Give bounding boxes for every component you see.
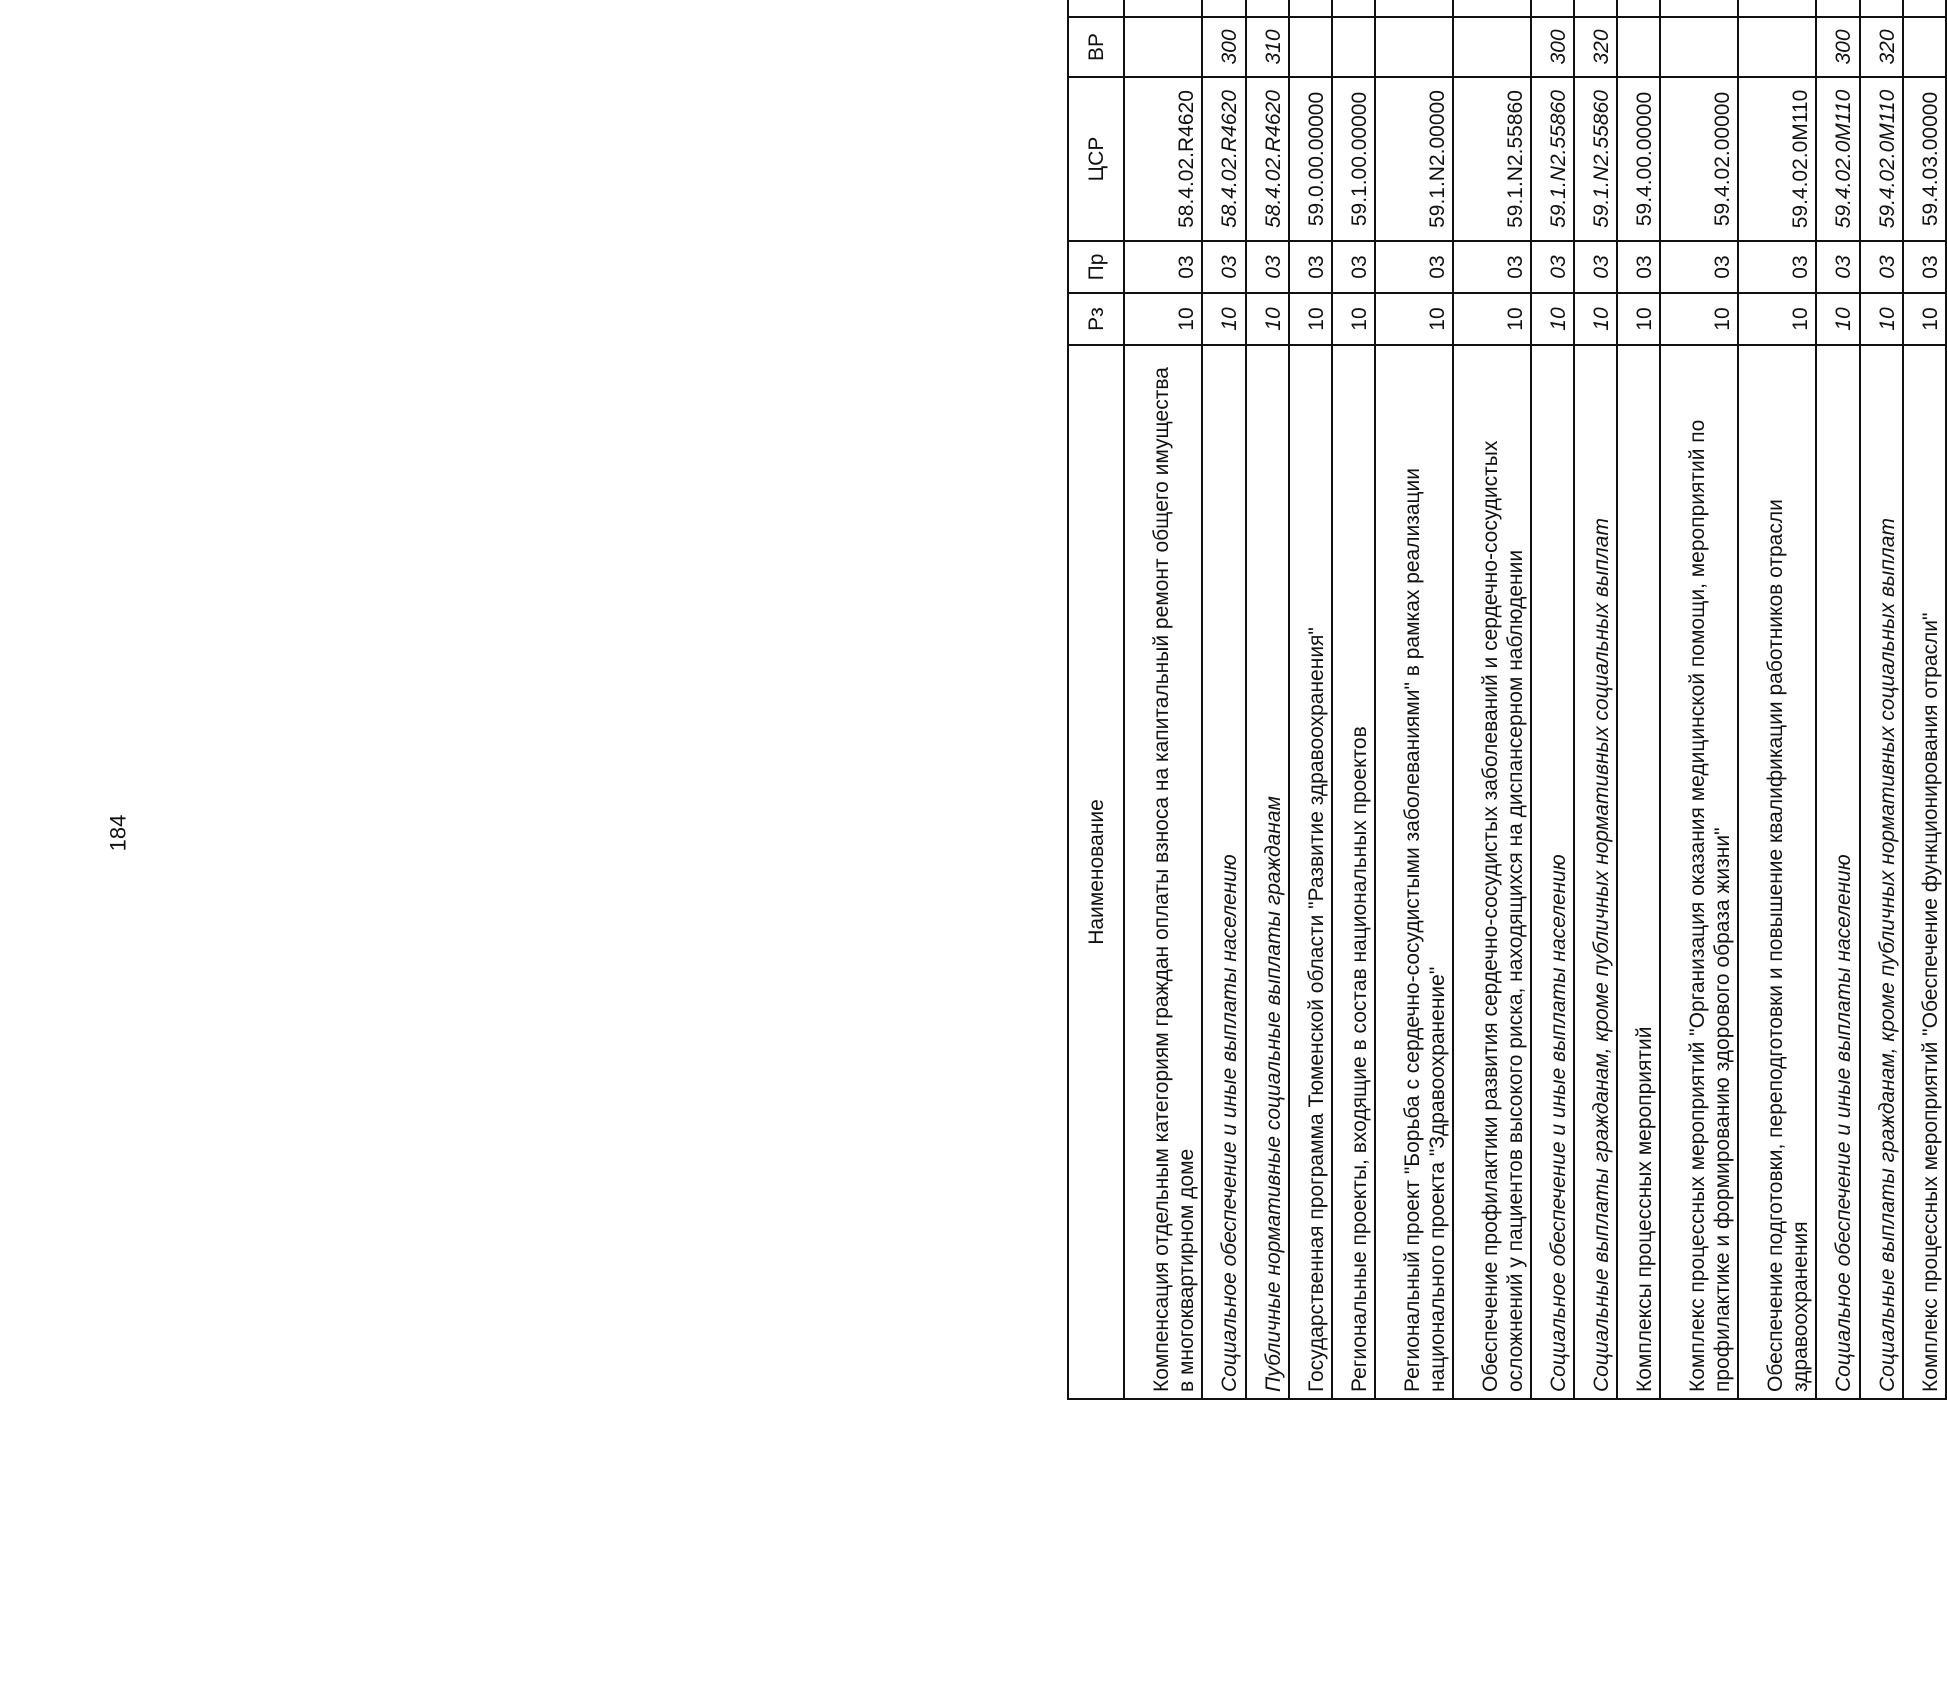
cell-rz: 10 (1453, 293, 1531, 345)
cell-vr (1375, 17, 1453, 77)
cell-pr: 03 (1617, 241, 1660, 293)
header-name: Наименование (1068, 345, 1124, 1399)
cell-sum (1903, 0, 1946, 17)
cell-vr: 320 (1860, 17, 1903, 77)
cell-rz: 10 (1738, 293, 1816, 345)
cell-rz: 10 (1617, 293, 1660, 345)
cell-csr: 59.4.03.00000 (1903, 77, 1946, 241)
cell-sum (1738, 0, 1816, 17)
cell-name: Социальное обеспечение и иные выплаты населению (1202, 345, 1245, 1399)
cell-name: Комплекс процессных мероприятий "Организация оказания медицинской помощи, мероприятий по профилактике и формированию здорового образа жизни" (1660, 345, 1738, 1399)
cell-name: Социальное обеспечение и иные выплаты населению (1816, 345, 1859, 1399)
cell-vr: 310 (1246, 17, 1289, 77)
cell-name: Региональный проект "Борьба с сердечно-сосудистыми заболеваниями" в рамках реализации национального проекта "Здравоохранение" (1375, 345, 1453, 1399)
cell-pr: 03 (1860, 241, 1903, 293)
cell-rz: 10 (1531, 293, 1574, 345)
cell-sum (1660, 0, 1738, 17)
header-vr: ВР (1068, 17, 1124, 77)
cell-csr: 59.1.N2.00000 (1375, 77, 1453, 241)
header-sum (1068, 0, 1124, 17)
table-row (1574, 0, 1617, 1399)
cell-vr (1124, 17, 1202, 77)
header-csr: ЦСР (1068, 77, 1124, 241)
cell-vr (1289, 17, 1332, 77)
cell-pr: 03 (1375, 241, 1453, 293)
cell-sum (1375, 0, 1453, 17)
cell-pr: 03 (1574, 241, 1617, 293)
header-pr: Пр (1068, 241, 1124, 293)
cell-name: Социальные выплаты гражданам, кроме публичных нормативных социальных выплат (1860, 345, 1903, 1399)
cell-rz: 10 (1289, 293, 1332, 345)
cell-sum (1289, 0, 1332, 17)
table-row (1903, 0, 1946, 1399)
table-row (1202, 0, 1245, 1399)
table-row (1375, 0, 1453, 1399)
cell-rz: 10 (1816, 293, 1859, 345)
table-row (1660, 0, 1738, 1399)
cell-pr: 03 (1738, 241, 1816, 293)
cell-name: Комплекс процессных мероприятий "Обеспечение функционирования отрасли" (1903, 345, 1946, 1399)
table-body (1124, 0, 1946, 1399)
cell-sum (1816, 0, 1859, 17)
cell-vr (1903, 17, 1946, 77)
cell-sum (1124, 0, 1202, 17)
table-row (1246, 0, 1289, 1399)
header-rz: Рз (1068, 293, 1124, 345)
cell-rz: 10 (1124, 293, 1202, 345)
cell-pr: 03 (1903, 241, 1946, 293)
cell-csr: 59.1.N2.55860 (1531, 77, 1574, 241)
cell-rz: 10 (1660, 293, 1738, 345)
cell-pr: 03 (1660, 241, 1738, 293)
table-row (1816, 0, 1859, 1399)
cell-csr: 59.1.00.00000 (1332, 77, 1375, 241)
cell-name: Компенсация отдельным категориям граждан оплаты взноса на капитальный ремонт общего имущества в многоквартирном доме (1124, 345, 1202, 1399)
cell-rz: 10 (1860, 293, 1903, 345)
cell-vr: 300 (1531, 17, 1574, 77)
budget-table-rotated (1067, 0, 1947, 1400)
cell-pr: 03 (1453, 241, 1531, 293)
table-row (1332, 0, 1375, 1399)
table-row (1124, 0, 1202, 1399)
table-row (1289, 0, 1332, 1399)
cell-csr: 59.1.N2.55860 (1453, 77, 1531, 241)
cell-name: Комплексы процессных мероприятий (1617, 345, 1660, 1399)
cell-pr: 03 (1531, 241, 1574, 293)
cell-sum (1574, 0, 1617, 17)
cell-name: Региональные проекты, входящие в состав национальных проектов (1332, 345, 1375, 1399)
cell-vr (1617, 17, 1660, 77)
cell-csr: 59.4.02.0M110 (1738, 77, 1816, 241)
cell-pr: 03 (1289, 241, 1332, 293)
cell-rz: 10 (1903, 293, 1946, 345)
budget-table (1067, 0, 1947, 1400)
cell-csr: 59.4.02.0M110 (1860, 77, 1903, 241)
cell-name: Социальное обеспечение и иные выплаты населению (1531, 345, 1574, 1399)
cell-name: Социальные выплаты гражданам, кроме публичных нормативных социальных выплат (1574, 345, 1617, 1399)
cell-name: Государственная программа Тюменской области "Развитие здравоохранения" (1289, 345, 1332, 1399)
page-number: 184 (105, 814, 131, 852)
cell-csr: 59.4.00.00000 (1617, 77, 1660, 241)
cell-sum (1202, 0, 1245, 17)
cell-vr: 300 (1816, 17, 1859, 77)
cell-vr: 320 (1574, 17, 1617, 77)
cell-sum (1860, 0, 1903, 17)
cell-rz: 10 (1332, 293, 1375, 345)
cell-sum (1332, 0, 1375, 17)
cell-pr: 03 (1202, 241, 1245, 293)
cell-vr (1738, 17, 1816, 77)
cell-sum (1531, 0, 1574, 17)
cell-vr (1453, 17, 1531, 77)
table-row (1453, 0, 1531, 1399)
cell-csr: 58.4.02.R4620 (1124, 77, 1202, 241)
cell-sum (1246, 0, 1289, 17)
cell-name: Обеспечение профилактики развития сердечно-сосудистых заболеваний и сердечно-сосудистых осложнений у пациентов высокого риска, находящихся на диспансерном наблюдении (1453, 345, 1531, 1399)
cell-csr: 59.1.N2.55860 (1574, 77, 1617, 241)
cell-vr (1332, 17, 1375, 77)
cell-sum (1453, 0, 1531, 17)
cell-name: Обеспечение подготовки, переподготовки и повышение квалификации работников отрасли здравоохранения (1738, 345, 1816, 1399)
table-row (1860, 0, 1903, 1399)
cell-pr: 03 (1332, 241, 1375, 293)
cell-csr: 58.4.02.R4620 (1202, 77, 1245, 241)
cell-csr: 59.4.02.00000 (1660, 77, 1738, 241)
table-row (1531, 0, 1574, 1399)
cell-vr: 300 (1202, 17, 1245, 77)
cell-vr (1660, 17, 1738, 77)
cell-rz: 10 (1574, 293, 1617, 345)
cell-csr: 59.4.02.0M110 (1816, 77, 1859, 241)
table-header-row (1068, 0, 1124, 1399)
cell-rz: 10 (1375, 293, 1453, 345)
cell-rz: 10 (1246, 293, 1289, 345)
cell-csr: 58.4.02.R4620 (1246, 77, 1289, 241)
cell-name: Публичные нормативные социальные выплаты гражданам (1246, 345, 1289, 1399)
table-row (1738, 0, 1816, 1399)
table-row (1617, 0, 1660, 1399)
cell-pr: 03 (1124, 241, 1202, 293)
cell-rz: 10 (1202, 293, 1245, 345)
cell-sum (1617, 0, 1660, 17)
cell-csr: 59.0.00.00000 (1289, 77, 1332, 241)
cell-pr: 03 (1246, 241, 1289, 293)
cell-pr: 03 (1816, 241, 1859, 293)
